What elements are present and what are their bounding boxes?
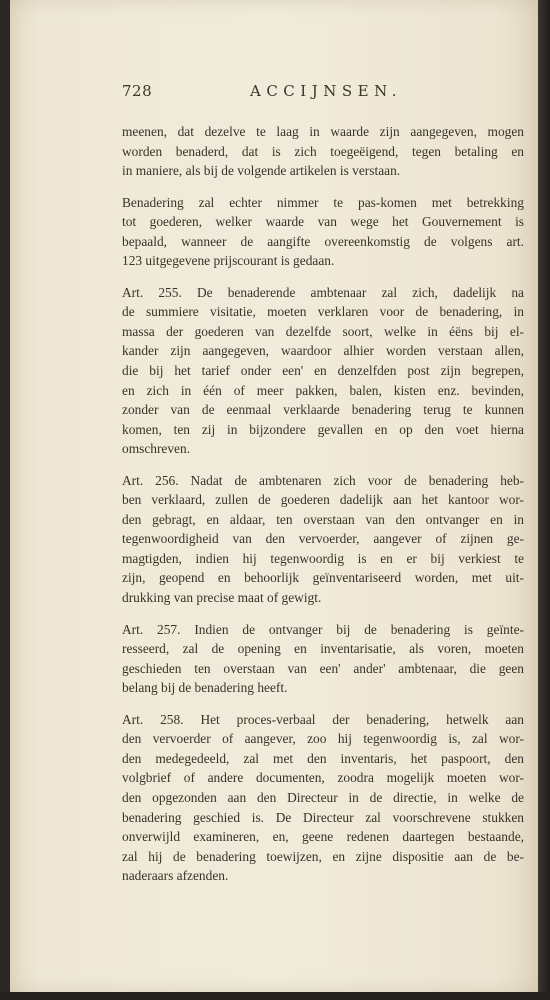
text-line: magtigden, indien hij tegenwoordig is en er bij verkiest te bbox=[122, 550, 524, 566]
text-line: naderaars afzenden. bbox=[122, 868, 229, 884]
running-title: ACCIJNSEN. bbox=[250, 82, 403, 100]
text-line: Art. 256. Nadat de ambtenaren zich voor de benadering heb- bbox=[122, 472, 524, 488]
text-line: zal hij de benadering toewijzen, en zijne dispositie aan de be- bbox=[122, 848, 524, 864]
text-line: den opgezonden aan den Directeur in de directie, in welke de bbox=[122, 789, 524, 805]
text-line: zijn, geopend en behoorlijk geïnventariseerd worden, met uit- bbox=[122, 570, 524, 586]
scan-edge-bottom bbox=[0, 992, 550, 1000]
text-line: 123 uitgegevene prijscourant is gedaan. bbox=[122, 253, 335, 269]
text-line: den vervoerder of aangever, zoo hij tegenwoordig is, zal wor- bbox=[122, 731, 524, 747]
text-line: in maniere, als bij de volgende artikelen is verstaan. bbox=[122, 163, 401, 179]
text-line: komen, ten zij in bijzondere gevallen en op den voet hierna bbox=[122, 421, 524, 437]
paragraph-art-257 bbox=[122, 620, 524, 698]
text-line: Benadering zal echter nimmer te pas-komen met betrekking bbox=[122, 194, 524, 210]
text-line: en zich in één of meer pakken, balen, kisten enz. bevinden, bbox=[122, 382, 524, 398]
paragraph-art-258 bbox=[122, 710, 524, 886]
text-line: de summiere visitatie, moeten verklaren voor de benadering, in bbox=[122, 304, 524, 320]
scan-edge-right bbox=[538, 0, 550, 1000]
text-line: volgbrief of andere documenten, zoodra mogelijk moeten wor- bbox=[122, 770, 524, 786]
text-line: onverwijld examineren, en, geene redenen daartegen bestaande, bbox=[122, 829, 524, 845]
text-line: resseerd, zal de opening en inventarisatie, als voren, moeten bbox=[122, 641, 524, 657]
page-number: 728 bbox=[122, 82, 153, 100]
book-page bbox=[10, 0, 538, 992]
text-line: belang bij de benadering heeft. bbox=[122, 680, 288, 696]
text-line: drukking van precise maat of gewigt. bbox=[122, 590, 322, 606]
paragraph-continuation bbox=[122, 122, 524, 181]
text-line: omschreven. bbox=[122, 441, 191, 457]
text-line: Art. 258. Het proces-verbaal der benadering, hetwelk aan bbox=[122, 711, 524, 727]
text-line: die bij het tarief onder een' en denzelfden post zijn begrepen, bbox=[122, 363, 524, 379]
text-line: massa der goederen van dezelfde soort, welke in éëns bij el- bbox=[122, 323, 524, 339]
text-line: bepaald, wanneer de aangifte overeenkomstig de volgens art. bbox=[122, 233, 524, 249]
text-line: tot goederen, welker waarde van wege het Gouvernement is bbox=[122, 214, 524, 230]
page-header bbox=[122, 82, 522, 106]
text-line: zonder van de eenmaal verklaarde benadering terug te kunnen bbox=[122, 402, 524, 418]
text-line: ben verklaard, zullen de goederen dadelijk aan het kantoor wor- bbox=[122, 492, 524, 508]
text-line: geschieden ten overstaan van een' ander' ambtenaar, die geen bbox=[122, 660, 524, 676]
text-line: den medegedeeld, zal met den inventaris, het paspoort, den bbox=[122, 750, 524, 766]
text-line: kander zijn aangegeven, waardoor alhier worden verstaan allen, bbox=[122, 343, 524, 359]
body-text bbox=[122, 122, 524, 898]
paragraph-art-255 bbox=[122, 283, 524, 459]
text-line: Art. 257. Indien de ontvanger bij de benadering is geïnte- bbox=[122, 621, 524, 637]
paragraph-benadering bbox=[122, 193, 524, 271]
text-line: tegenwoordigheid van den vervoerder, aangever of zijnen ge- bbox=[122, 531, 524, 547]
text-line: worden benaderd, dat is zich toegeëigend, tegen betaling en bbox=[122, 143, 524, 159]
text-line: Art. 255. De benaderende ambtenaar zal zich, dadelijk na bbox=[122, 284, 524, 300]
paragraph-art-256 bbox=[122, 471, 524, 608]
text-line: meenen, dat dezelve te laag in waarde zijn aangegeven, mogen bbox=[122, 124, 524, 139]
text-line: den gebragt, en aldaar, ten overstaan van den ontvanger en in bbox=[122, 511, 524, 527]
text-line: benadering geschied is. De Directeur zal voorschrevene stukken bbox=[122, 809, 524, 825]
